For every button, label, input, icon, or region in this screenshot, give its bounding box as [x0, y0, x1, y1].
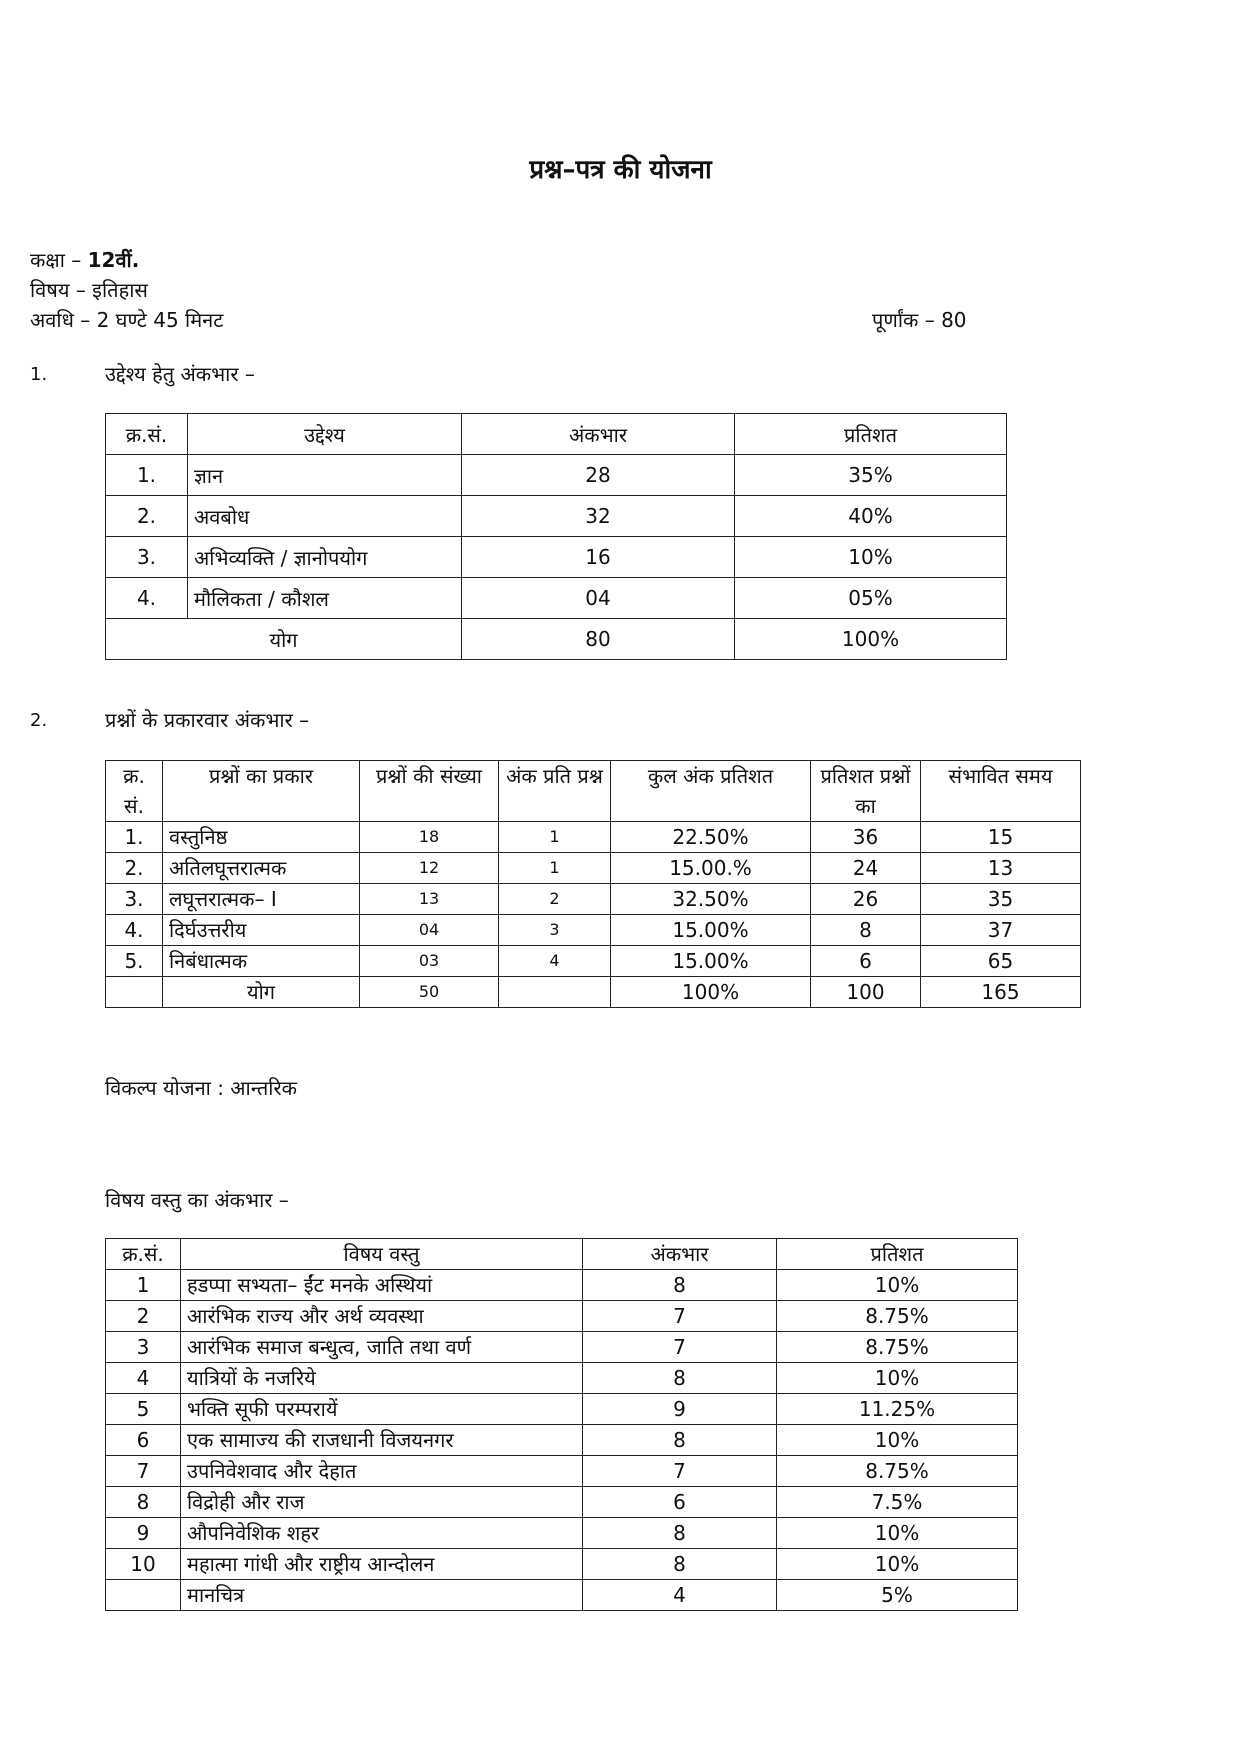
cell: 8 — [583, 1425, 777, 1456]
cell: 5. — [106, 946, 163, 977]
table-row — [106, 1332, 1018, 1363]
section2-number: 2. — [30, 710, 48, 731]
cell: 8 — [583, 1518, 777, 1549]
cell: 9 — [106, 1518, 181, 1549]
cell: दिर्घउत्तरीय — [163, 915, 360, 946]
cell: 05% — [735, 578, 1007, 619]
cell: 3. — [106, 884, 163, 915]
header-cell: प्रतिशत प्रश्नों का — [811, 761, 921, 822]
cell: 2. — [106, 496, 188, 537]
cell: 8 — [583, 1549, 777, 1580]
full-marks: पूर्णांक – 80 — [872, 308, 967, 332]
cell: मानचित्र — [181, 1580, 583, 1611]
cell: 10% — [777, 1518, 1018, 1549]
cell: 7 — [583, 1301, 777, 1332]
cell: 2 — [106, 1301, 181, 1332]
cell: हडप्पा सभ्यता– ईंट मनके अस्थियां — [181, 1270, 583, 1301]
table-row — [106, 496, 1007, 537]
cell: 50 — [360, 977, 499, 1008]
cell: 8.75% — [777, 1301, 1018, 1332]
header-cell: क्र.सं. — [106, 1239, 181, 1270]
table-row — [106, 884, 1081, 915]
cell: 100% — [611, 977, 811, 1008]
cell — [499, 977, 611, 1008]
cell: 10% — [777, 1425, 1018, 1456]
cell: 100 — [811, 977, 921, 1008]
cell: 9 — [583, 1394, 777, 1425]
cell: 40% — [735, 496, 1007, 537]
table-header-row — [106, 1239, 1018, 1270]
cell: 100% — [735, 619, 1007, 660]
cell: विद्रोही और राज — [181, 1487, 583, 1518]
cell: निबंधात्मक — [163, 946, 360, 977]
table-row — [106, 1456, 1018, 1487]
header-cell: अंक प्रति प्रश्न — [499, 761, 611, 822]
cell: 8 — [811, 915, 921, 946]
class-line — [30, 246, 139, 273]
cell: 24 — [811, 853, 921, 884]
cell: 22.50% — [611, 822, 811, 853]
cell: 4 — [583, 1580, 777, 1611]
option-scheme: विकल्प योजना : आन्तरिक — [105, 1076, 298, 1100]
cell: महात्मा गांधी और राष्ट्रीय आन्दोलन — [181, 1549, 583, 1580]
cell: 32 — [462, 496, 735, 537]
cell: ज्ञान — [188, 455, 462, 496]
cell: 6 — [106, 1425, 181, 1456]
header-cell: क्र.सं. — [106, 414, 188, 455]
cell: 10% — [777, 1270, 1018, 1301]
cell: 5 — [106, 1394, 181, 1425]
cell: 165 — [921, 977, 1081, 1008]
header-cell: अंकभार — [462, 414, 735, 455]
table-row — [106, 1394, 1018, 1425]
table-row — [106, 1270, 1018, 1301]
table-row — [106, 1363, 1018, 1394]
cell: 2. — [106, 853, 163, 884]
table-row — [106, 1425, 1018, 1456]
question-type-weightage-table — [105, 760, 1081, 1008]
cell: 4. — [106, 915, 163, 946]
table-row — [106, 1487, 1018, 1518]
cell: अभिव्यक्ति / ज्ञानोपयोग — [188, 537, 462, 578]
cell: 1 — [499, 853, 611, 884]
cell: 3 — [499, 915, 611, 946]
table-header-row — [106, 414, 1007, 455]
cell: 7 — [583, 1332, 777, 1363]
cell: 10% — [777, 1363, 1018, 1394]
header-cell: कुल अंक प्रतिशत — [611, 761, 811, 822]
table-row — [106, 455, 1007, 496]
table-row — [106, 822, 1081, 853]
page-title: प्रश्न–पत्र की योजना — [529, 155, 712, 185]
table-row — [106, 946, 1081, 977]
cell: 4 — [106, 1363, 181, 1394]
cell: उपनिवेशवाद और देहात — [181, 1456, 583, 1487]
cell: 80 — [462, 619, 735, 660]
cell: 37 — [921, 915, 1081, 946]
header-cell: विषय वस्तु — [181, 1239, 583, 1270]
section3-heading: विषय वस्तु का अंकभार – — [105, 1188, 289, 1212]
class-value: 12वीं. — [87, 248, 140, 272]
table-row — [106, 1518, 1018, 1549]
content-weightage-table — [105, 1238, 1018, 1611]
cell: 8 — [583, 1363, 777, 1394]
cell: 04 — [462, 578, 735, 619]
cell: 8.75% — [777, 1332, 1018, 1363]
cell: 03 — [360, 946, 499, 977]
cell: 10 — [106, 1549, 181, 1580]
section2-heading: प्रश्नों के प्रकारवार अंकभार – — [105, 708, 310, 732]
cell: 1. — [106, 822, 163, 853]
cell: अतिलघूत्तरात्मक — [163, 853, 360, 884]
total-row — [106, 977, 1081, 1008]
cell: योग — [106, 619, 462, 660]
header-cell: प्रतिशत — [777, 1239, 1018, 1270]
cell: 35 — [921, 884, 1081, 915]
cell: भक्ति सूफी परम्परायें — [181, 1394, 583, 1425]
table-row — [106, 1580, 1018, 1611]
header-cell: अंकभार — [583, 1239, 777, 1270]
cell: आरंभिक राज्य और अर्थ व्यवस्था — [181, 1301, 583, 1332]
cell: आरंभिक समाज बन्धुत्व, जाति तथा वर्ण — [181, 1332, 583, 1363]
cell: 10% — [735, 537, 1007, 578]
cell: 1 — [106, 1270, 181, 1301]
cell: मौलिकता / कौशल — [188, 578, 462, 619]
cell: 7 — [583, 1456, 777, 1487]
subject-line: विषय – इतिहास — [30, 278, 148, 302]
cell: 12 — [360, 853, 499, 884]
cell: 7.5% — [777, 1487, 1018, 1518]
cell: 13 — [921, 853, 1081, 884]
cell: 32.50% — [611, 884, 811, 915]
cell: 15.00% — [611, 915, 811, 946]
section1-number: 1. — [30, 364, 48, 385]
cell: 26 — [811, 884, 921, 915]
cell: 65 — [921, 946, 1081, 977]
objective-weightage-table — [105, 413, 1007, 660]
cell: लघूत्तरात्मक– I — [163, 884, 360, 915]
cell: 2 — [499, 884, 611, 915]
cell: 6 — [811, 946, 921, 977]
cell: 35% — [735, 455, 1007, 496]
table-row — [106, 853, 1081, 884]
cell: 7 — [106, 1456, 181, 1487]
cell: 36 — [811, 822, 921, 853]
header-cell: प्रश्नों का प्रकार — [163, 761, 360, 822]
table-row — [106, 1301, 1018, 1332]
cell: 5% — [777, 1580, 1018, 1611]
table-row — [106, 578, 1007, 619]
table-row — [106, 1549, 1018, 1580]
header-cell: प्रश्नों की संख्या — [360, 761, 499, 822]
section1-heading: उद्देश्य हेतु अंकभार – — [105, 362, 255, 386]
cell — [106, 977, 163, 1008]
cell: 4. — [106, 578, 188, 619]
class-label: कक्षा – — [30, 248, 88, 272]
cell: एक सामाज्य की राजधानी विजयनगर — [181, 1425, 583, 1456]
cell: 8.75% — [777, 1456, 1018, 1487]
cell: 3 — [106, 1332, 181, 1363]
cell: यात्रियों के नजरिये — [181, 1363, 583, 1394]
cell: 18 — [360, 822, 499, 853]
cell: 15 — [921, 822, 1081, 853]
cell: योग — [163, 977, 360, 1008]
cell — [106, 1580, 181, 1611]
cell: 10% — [777, 1549, 1018, 1580]
cell: 1 — [499, 822, 611, 853]
cell: 16 — [462, 537, 735, 578]
table-row — [106, 537, 1007, 578]
cell: 15.00.% — [611, 853, 811, 884]
cell: 4 — [499, 946, 611, 977]
header-cell: संभावित समय — [921, 761, 1081, 822]
header-cell: क्र. सं. — [106, 761, 163, 822]
header-cell: उद्देश्य — [188, 414, 462, 455]
cell: वस्तुनिष्ठ — [163, 822, 360, 853]
table-row — [106, 915, 1081, 946]
cell: 28 — [462, 455, 735, 496]
duration-line: अवधि – 2 घण्टे 45 मिनट — [30, 308, 224, 332]
cell: 6 — [583, 1487, 777, 1518]
cell: 8 — [106, 1487, 181, 1518]
cell: अवबोध — [188, 496, 462, 537]
cell: औपनिवेशिक शहर — [181, 1518, 583, 1549]
cell: 04 — [360, 915, 499, 946]
total-row — [106, 619, 1007, 660]
header-cell: प्रतिशत — [735, 414, 1007, 455]
table-header-row — [106, 761, 1081, 822]
cell: 13 — [360, 884, 499, 915]
cell: 15.00% — [611, 946, 811, 977]
cell: 8 — [583, 1270, 777, 1301]
cell: 1. — [106, 455, 188, 496]
cell: 11.25% — [777, 1394, 1018, 1425]
cell: 3. — [106, 537, 188, 578]
